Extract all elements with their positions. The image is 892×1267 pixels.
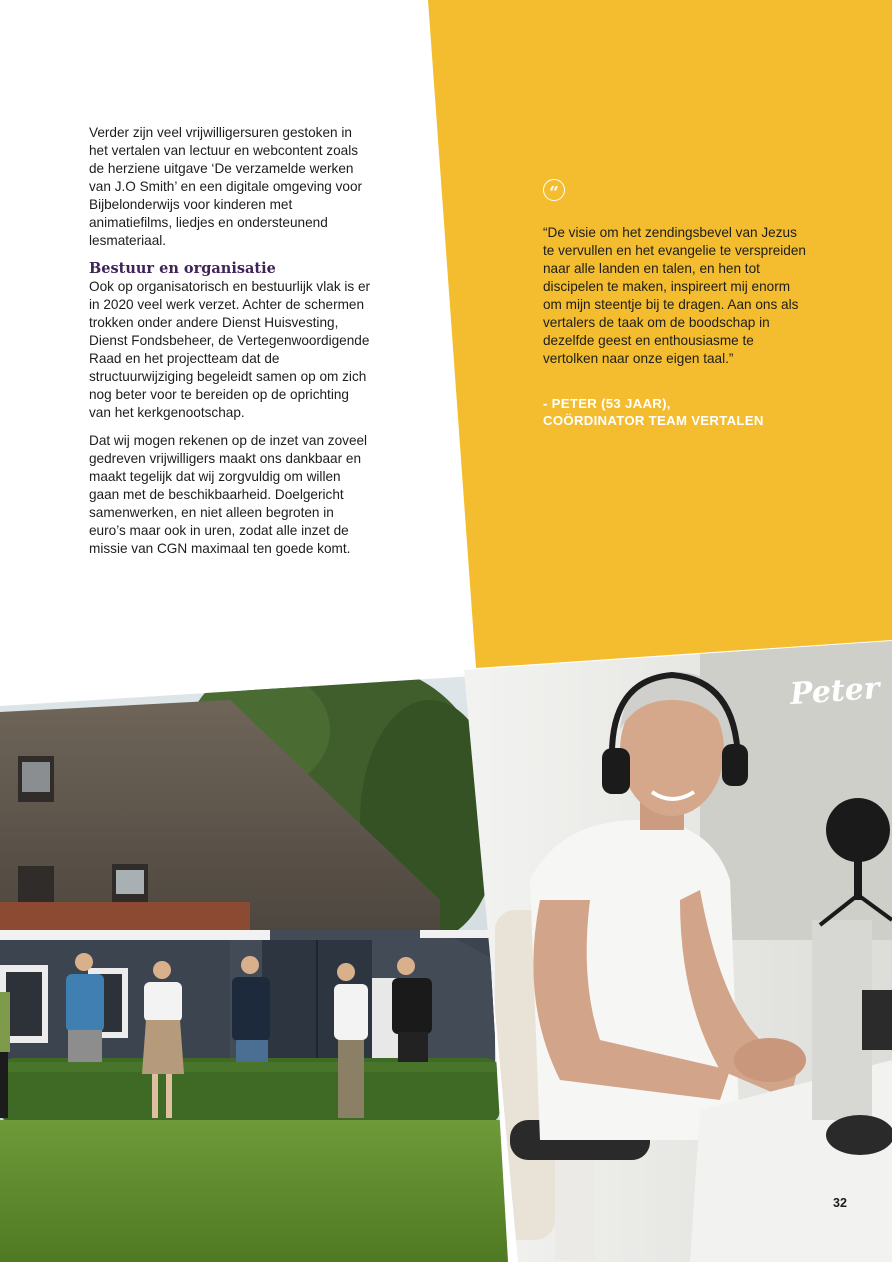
section-paragraph-2: Dat wij mogen rekenen op de inzet van zoveel gedreven vrijwilligers maakt ons dankbaar en maakt tegelijk dat wij zorgvuldig om willen gaan met de beschikbaarheid. Doelgericht samenwerken, en niet alleen begroten in euro’s maar ook in uren, zodat alle inzet de missie van CGN maximaal ten goede komt.	[89, 433, 368, 556]
quote-text: “De visie om het zendingsbevel van Jezus te vervullen en het evangelie te verspreiden naar alle landen en talen, en hen tot discipelen te maken, inspireert mij enorm om mijn steentje bij te dragen. Aan ons als vertalers de taak om de boodschap in dezelfde geest en enthousiasme te vertolken naar onze eigen taal.”	[543, 225, 806, 366]
section-heading: Bestuur en organisatie	[89, 260, 276, 277]
peter-handwritten-name: Peter	[788, 670, 881, 713]
body-text-column	[89, 124, 371, 568]
quote-mark-icon: “	[543, 179, 565, 201]
quote-author-role: COÖRDINATOR TEAM VERTALEN	[543, 413, 764, 428]
quote-author-name: - PETER (53 JAAR),	[543, 396, 671, 411]
quote-author	[543, 395, 823, 429]
page-number: 32	[833, 1196, 847, 1210]
intro-paragraph: Verder zijn veel vrijwilligersuren gestoken in het vertalen van lectuur en webcontent zoals de herziene uitgave ‘De verzamelde werken van J.O Smith’ en een digitale omgeving voor Bijbelonderwijs voor kinderen met animatiefilms, liedjes en ondersteunend lesmateriaal.	[89, 125, 363, 248]
section-paragraph-1: Ook op organisatorisch en bestuurlijk vlak is er in 2020 veel werk verzet. Achter de schermen trokken onder andere Dienst Huisvesting, Dienst Fondsbeheer, de Vertegenwoordigende Raad en het projectteam dat de structuurwijziging begeleidt samen op om zich nog beter voor te bereiden op de oprichting van het kerkgenootschap.	[89, 279, 371, 420]
